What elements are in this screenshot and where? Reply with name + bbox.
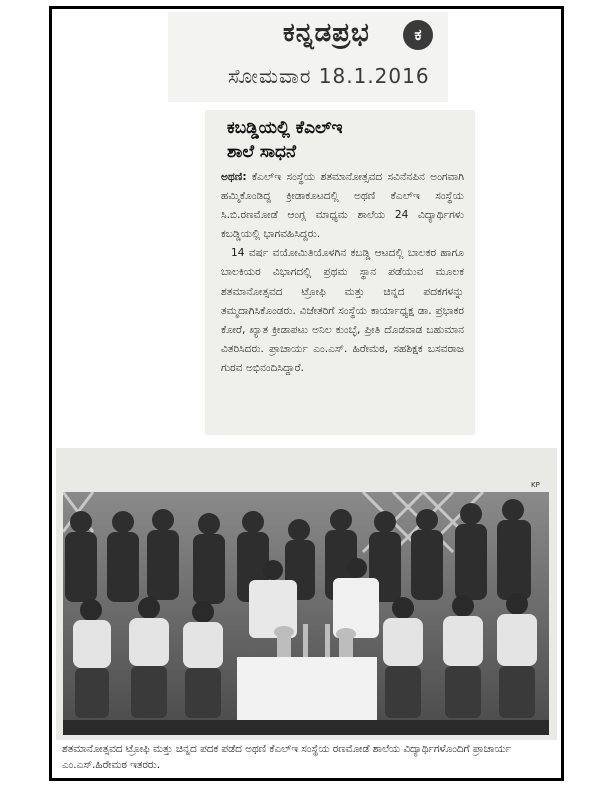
headline-line-1: ಕಬಡ್ಡಿಯಲ್ಲಿ ಕೆಎಲ್‌ಇ (227, 118, 343, 138)
headline-line-2: ಶಾಲೆ ಸಾಧನೆ (227, 142, 297, 162)
issue-date: ಸೋಮವಾರ 18.1.2016 (228, 64, 430, 88)
article-paragraph-1 (221, 168, 464, 244)
logo-icon: ಕ (403, 20, 433, 50)
article-headline (227, 116, 467, 164)
article-paragraph-1-text: ಕೆಎಲ್‌ಇ ಸಂಸ್ಥೆಯ ಶತಮಾನೋತ್ಸವದ ಸವಿನೆನಪಿನ ಅಂಗವಾಗಿ ಹಮ್ಮಿಕೊಂಡಿದ್ದ ಕ್ರೀಡಾಕೂಟದಲ್ಲಿ ಅಥಣಿ ಕೆಎಲ್‌ಇ ಸಂಸ್ಥೆಯ ಸಿ.ಬಿ.ರಣಮೋಡೆ ಆಂಗ್ಲ ಮಾಧ್ಯಮ ಶಾಲೆಯ 24 ವಿದ್ಯಾರ್ಥಿಗಳು ಕಬಡ್ಡಿಯಲ್ಲಿ ಭಾಗವಹಿಸಿದ್ದರು. (221, 171, 464, 241)
photo-credit: KP (531, 481, 540, 489)
photo-caption: ಶತಮಾನೋತ್ಸವದ ಟ್ರೋಫಿ ಮತ್ತು ಚಿನ್ನದ ಪದಕ ಪಡೆದ ಅಥಣಿ ಕೆಎಲ್‌ಇ ಸಂಸ್ಥೆಯ ರಣಮೋಡೆ ಶಾಲೆಯ ವಿದ್ಯಾರ್ಥಿಗಳೊಂದಿಗೆ ಪ್ರಾಚಾರ್ಯ ಎಂ.ಎಸ್.ಹಿರೇಮಠ ಇತರರು. (62, 743, 511, 771)
article-paragraph-2: 14 ವರ್ಷ ವಯೋಮಿತಿಯೊಳಗಿನ ಕಬಡ್ಡಿ ಆಟದಲ್ಲಿ ಬಾಲಕರ ಹಾಗೂ ಬಾಲಕಿಯರ ವಿಭಾಗದಲ್ಲಿ ಪ್ರಥಮ ಸ್ಥಾನ ಪಡೆಯುವ ಮೂಲಕ ಶತಮಾನೋತ್ಸವದ ಟ್ರೋಫಿ ಮತ್ತು ಚಿನ್ನದ ಪದಕಗಳನ್ನು ತಮ್ಮದಾಗಿಸಿಕೊಂಡರು. ವಿಜೇತರಿಗೆ ಸಂಸ್ಥೆಯ ಕಾರ್ಯಾಧ್ಯಕ್ಷ ಡಾ. ಪ್ರಭಾಕರ ಕೋರೆ, ಖ್ಯಾತ ಕ್ರೀಡಾಪಟು ಅನಿಲ ಕುಂಬ್ಳೆ, ಪ್ರೀತಿ ದೊಡವಾಡ ಬಹುಮಾನ ವಿತರಿಸಿದರು. ಪ್ರಾಚಾರ್ಯ ಎಂ.ಎಸ್. ಹಿರೇಮಠ, ಸಹಶಿಕ್ಷಕ ಬಸವರಾಜ ಗುರವ ಅಭಿನಂದಿಸಿದ್ದಾರೆ. (221, 247, 464, 374)
article-dateline-place: ಅಥಣಿ: (221, 171, 247, 183)
team-photo-image (63, 492, 549, 735)
article-body (221, 168, 464, 378)
article-block (205, 110, 475, 435)
newspaper-logo: ಕನ್ನಡಪ್ರಭ (283, 18, 370, 48)
team-photo (63, 492, 549, 735)
newspaper-masthead (168, 12, 448, 102)
